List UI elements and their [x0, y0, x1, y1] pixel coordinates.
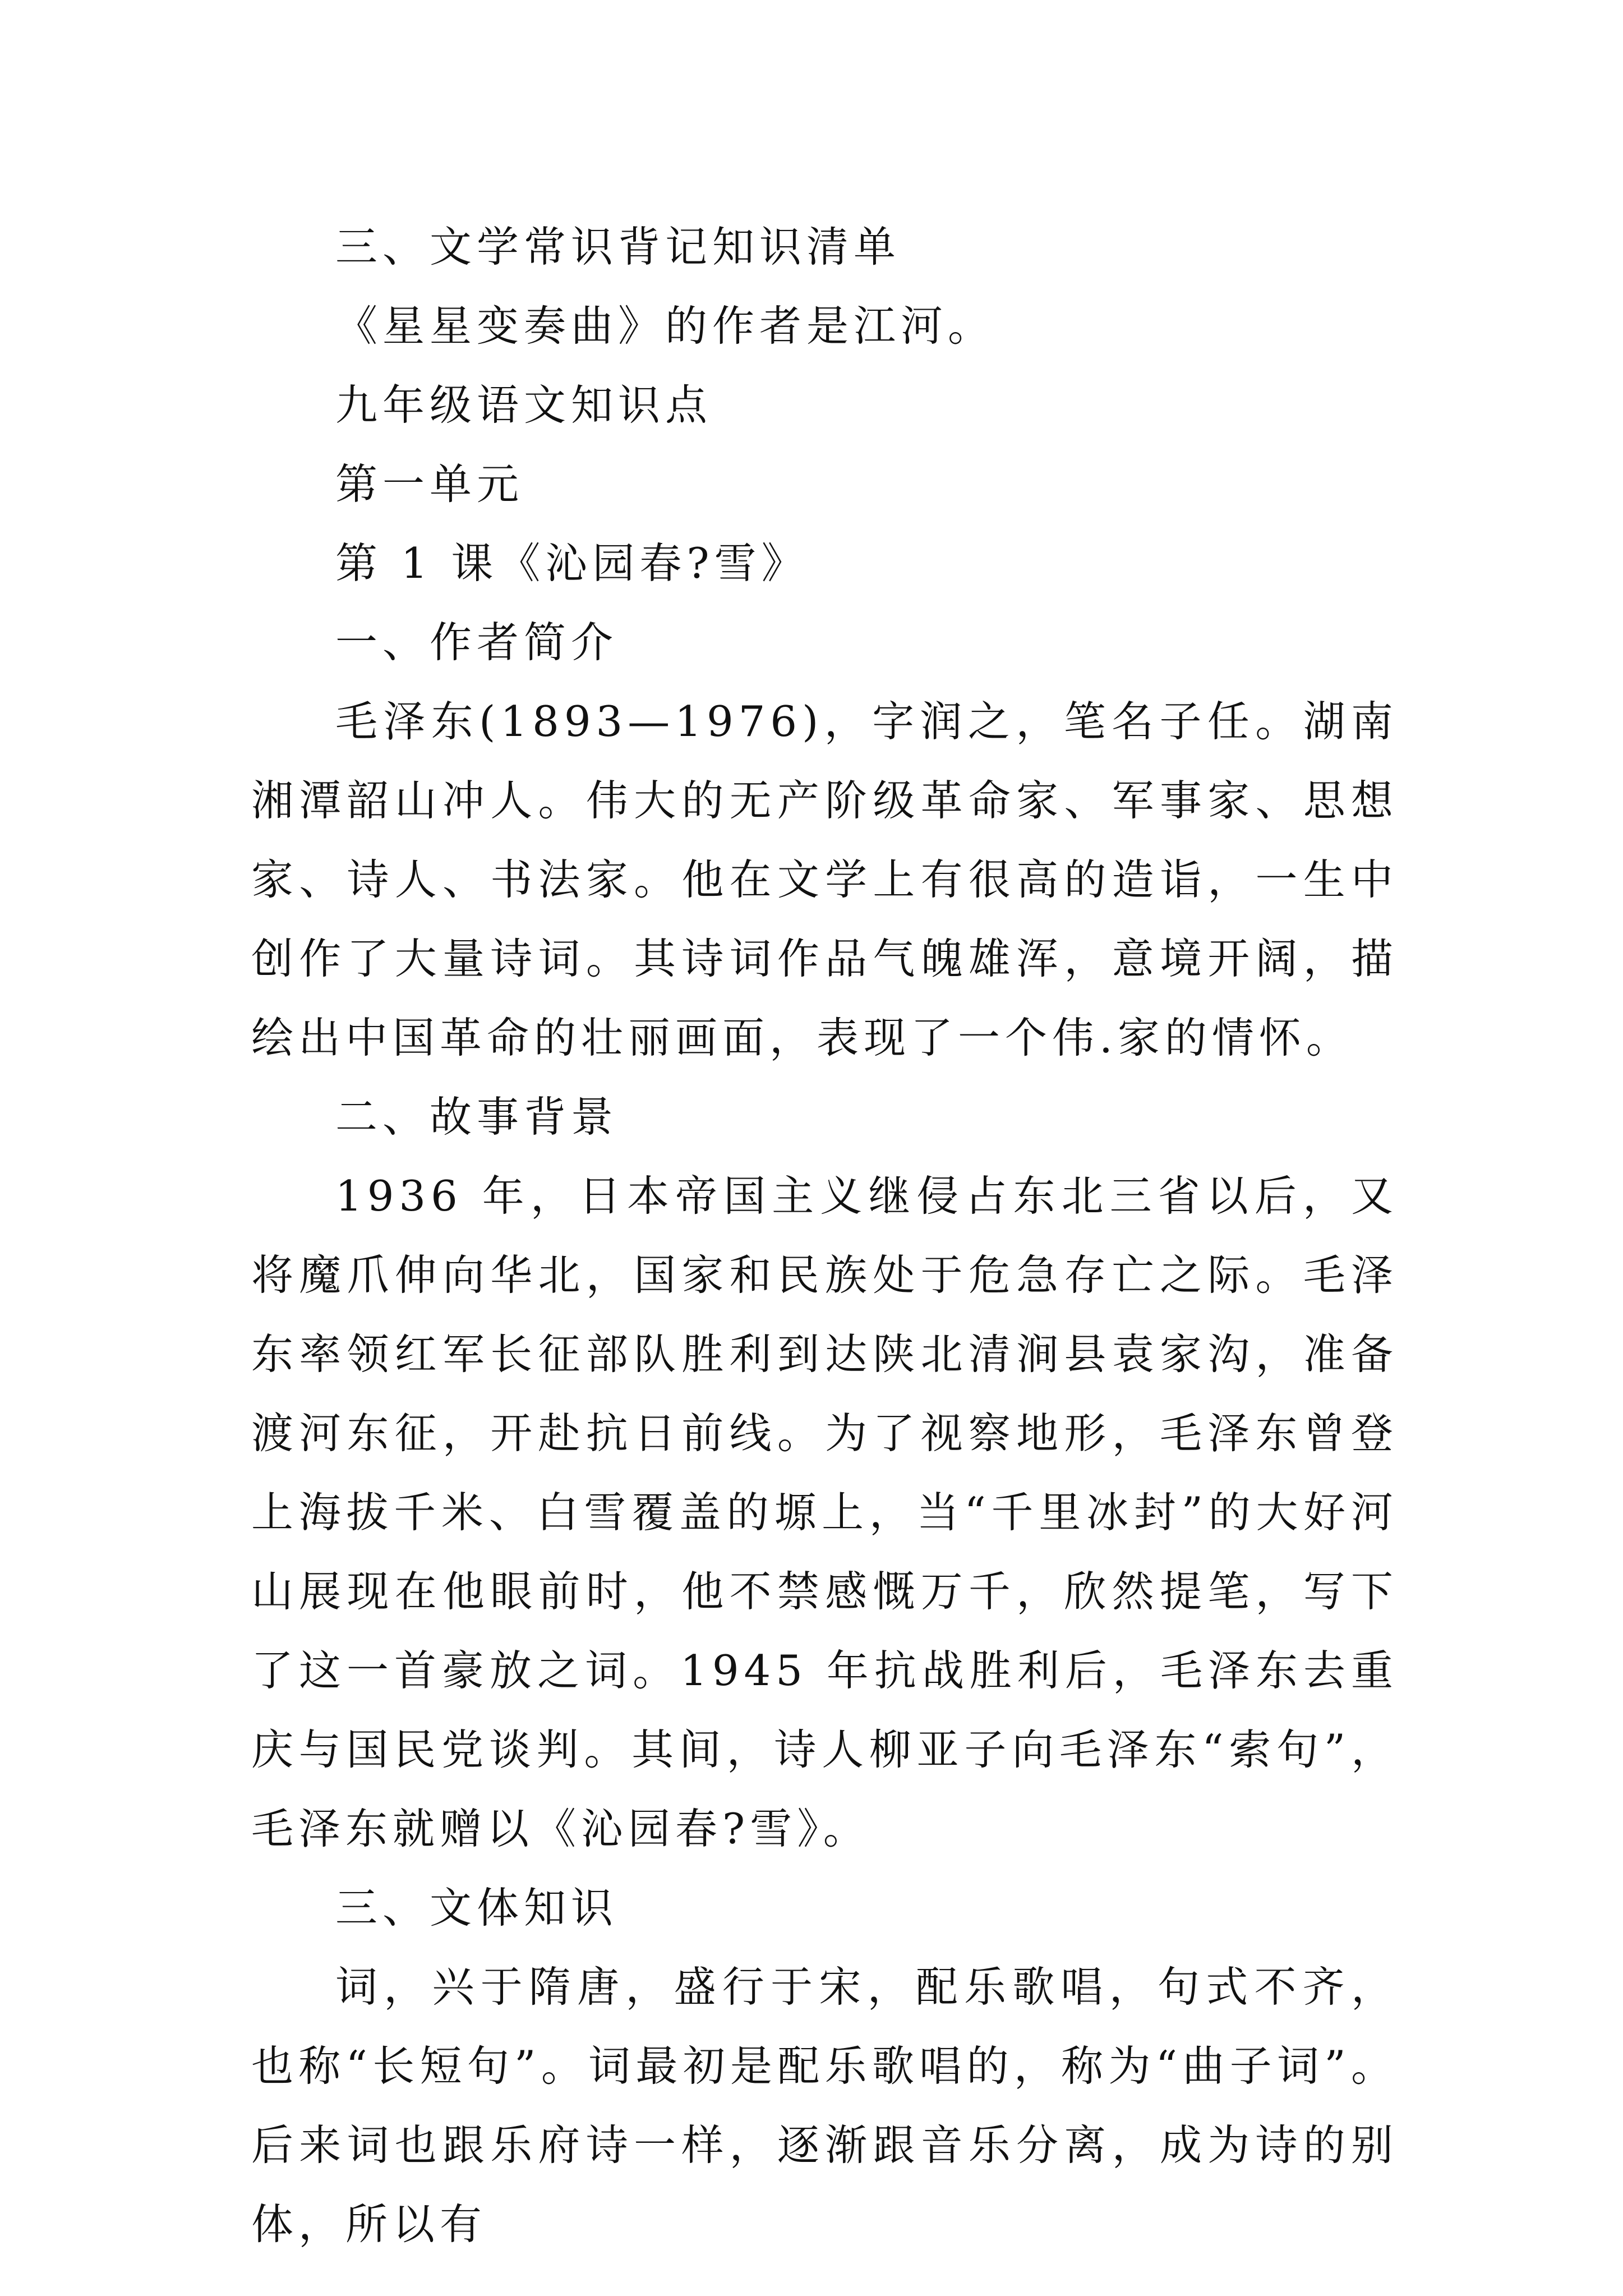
author-heading: 一、作者简介: [335, 618, 619, 667]
section-three-title: 三、文学常识背记知识清单: [335, 222, 901, 272]
lesson-title: 第 1 课《沁园春?雪》: [335, 539, 809, 588]
author-note: 《星星变奏曲》的作者是江河。: [335, 301, 995, 351]
unit-title: 第一单元: [335, 459, 524, 509]
author-intro-paragraph: 毛泽东(1893—1976)，字润之，笔名子任。湖南湘潭韶山冲人。伟大的无产阶级革命家、军事家、思想家、诗人、书法家。他在文学上有很高的造诣，一生中创作了大量诗词。其诗词作品气魄雄浑，意境开阔，描绘出中国革命的壮丽画面，表现了一个伟.家的情怀。: [251, 697, 1398, 1062]
background-heading: 二、故事背景: [335, 1092, 619, 1142]
grade-title: 九年级语文知识点: [335, 380, 713, 430]
genre-paragraph: 词，兴于隋唐，盛行于宋，配乐歌唱，句式不齐，也称“长短句”。词最初是配乐歌唱的，称为“曲子词”。后来词也跟乐府诗一样，逐渐跟音乐分离，成为诗的别体，所以有: [251, 1962, 1398, 2249]
genre-heading: 三、文体知识: [335, 1883, 619, 1932]
background-paragraph: 1936 年，日本帝国主义继侵占东北三省以后，又将魔爪伸向华北，国家和民族处于危急存亡之际。毛泽东率领红军长征部队胜利到达陕北清涧县袁家沟，准备渡河东征，开赴抗日前线。为了视察地形，毛泽东曾登上海拔千米、白雪覆盖的塬上，当“千里冰封”的大好河山展现在他眼前时，他不禁感慨万千，欣然提笔，写下了这一首豪放之词。1945 年抗战胜利后，毛泽东去重庆与国民党谈判。其间，诗人柳亚子向毛泽东“索句”，毛泽东就赠以《沁园春?雪》。: [251, 1171, 1398, 1853]
document-body: [251, 208, 1398, 2264]
